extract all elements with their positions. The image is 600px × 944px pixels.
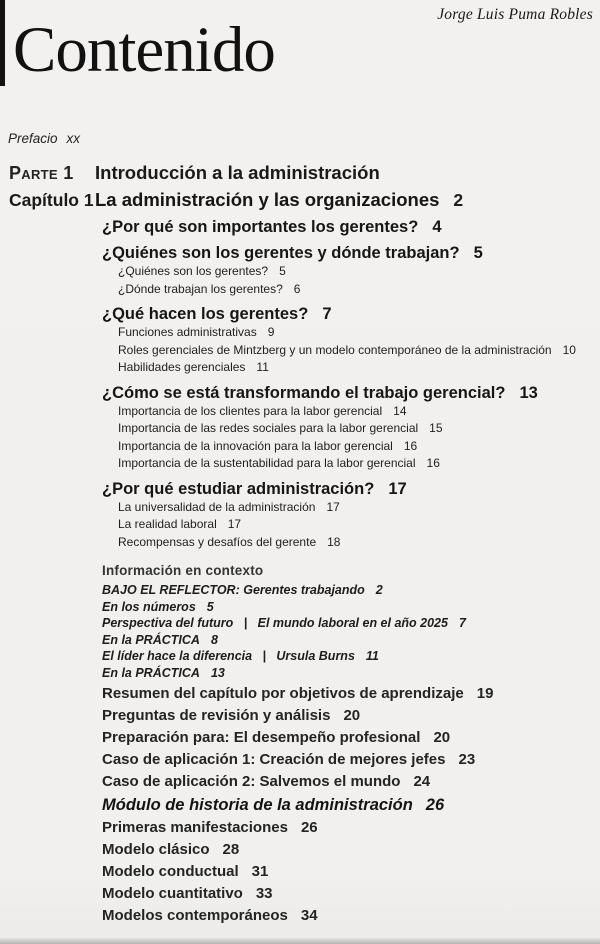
toc-entry-page-number: 9 xyxy=(267,325,275,339)
toc-entry-title: La realidad laboral xyxy=(118,517,217,531)
toc-entry-title: Funciones administrativas xyxy=(118,325,257,339)
toc-entry xyxy=(102,304,600,324)
toc-entry-title: En los números xyxy=(102,599,196,614)
toc-entry-page-number: 5 xyxy=(206,599,214,614)
toc-entry-title: ¿Quiénes son los gerentes y dónde trabajan? xyxy=(102,244,460,262)
toc-entry xyxy=(118,499,600,517)
toc-entry-title: ¿Por qué estudiar administración? xyxy=(102,479,375,498)
toc-entry-page-number: 7 xyxy=(458,616,466,630)
toc-entry xyxy=(118,263,600,281)
toc-entry xyxy=(102,751,600,769)
toc-entry xyxy=(102,582,600,599)
toc-entry-page-number: 24 xyxy=(413,773,431,790)
toc-entry xyxy=(102,479,600,499)
toc-entry xyxy=(102,615,600,632)
toc-entry-title: ¿Quiénes son los gerentes? xyxy=(118,264,269,278)
toc-entry xyxy=(102,243,600,263)
chapter-title: La administración y las organizaciones xyxy=(95,189,440,210)
toc-entry-page-number: 11 xyxy=(365,649,379,663)
toc-entry xyxy=(118,342,600,360)
toc-entry-page-number: 5 xyxy=(279,264,286,278)
toc-entry-title: Preparación para: El desempeño profesional xyxy=(102,729,421,746)
toc-entry xyxy=(102,383,600,403)
part-title: Introducción a la administración xyxy=(95,162,380,183)
toc-entry-title: Modelo cuantitativo xyxy=(102,885,243,902)
part-label: Parte 1 xyxy=(9,163,74,183)
toc-entry xyxy=(102,907,600,925)
title-accent-bar xyxy=(0,0,5,86)
toc-entry-title: El líder hace la diferencia | Ursula Burns xyxy=(102,649,355,663)
toc-entry-title: Roles gerenciales de Mintzberg y un modelo contemporáneo de la administración xyxy=(118,342,552,357)
toc-entry-title: Recompensas y desafíos del gerente xyxy=(118,534,317,549)
chapter-row xyxy=(9,189,600,211)
toc-entry-title: En la PRÁCTICA xyxy=(102,632,200,647)
toc-entry-title: BAJO EL REFLECTOR: Gerentes trabajando xyxy=(102,583,365,597)
toc-entry-title: Caso de aplicación 1: Creación de mejores jefes xyxy=(102,751,446,768)
page-title: Contenido xyxy=(13,14,275,86)
toc-entry-title: En la PRÁCTICA xyxy=(102,665,200,680)
toc-entry-page-number: 20 xyxy=(433,729,451,746)
page-bottom-edge xyxy=(0,938,600,944)
toc-entry xyxy=(118,324,600,342)
toc-entry-page-number: 26 xyxy=(425,796,445,814)
toc-entry-title: Modelo conductual xyxy=(102,863,239,880)
toc-entry-title: Perspectiva del futuro | El mundo laboral en el año 2025 xyxy=(102,616,448,630)
toc-entry xyxy=(102,819,600,837)
toc-entry-title: ¿Qué hacen los gerentes? xyxy=(102,305,309,323)
toc-entry-page-number: 13 xyxy=(210,665,225,680)
toc-entry xyxy=(102,885,600,903)
toc-entry-title: Habilidades gerenciales xyxy=(118,360,246,374)
part-row xyxy=(9,162,600,184)
prefacio-page-number: xx xyxy=(66,131,81,146)
toc-entry xyxy=(102,729,600,747)
toc-entry-page-number: 14 xyxy=(393,403,407,418)
toc-entry xyxy=(102,841,600,859)
toc-entry-page-number: 20 xyxy=(343,707,361,724)
toc-entry xyxy=(102,773,600,791)
toc-entry-title: Importancia de las redes sociales para la labor gerencial xyxy=(118,421,419,435)
toc-entry xyxy=(102,599,600,616)
toc-entry xyxy=(102,648,600,665)
toc-entry-title: Modelo clásico xyxy=(102,841,210,858)
toc-entry-page-number: 16 xyxy=(426,456,440,470)
toc-entry xyxy=(118,420,600,438)
toc-entry-title: La universalidad de la administración xyxy=(118,499,316,514)
toc-entry-title: Información en contexto xyxy=(102,563,264,578)
chapter-page-number: 2 xyxy=(453,190,464,210)
toc-entry xyxy=(102,795,600,815)
toc-entry xyxy=(118,403,600,421)
toc-entry-title: ¿Dónde trabajan los gerentes? xyxy=(118,281,283,296)
toc-entry-page-number: 11 xyxy=(256,360,269,374)
toc-entry xyxy=(102,665,600,682)
toc-entry-page-number: 33 xyxy=(255,885,273,902)
toc-entry-title: ¿Cómo se está transformando el trabajo gerencial? xyxy=(102,383,506,402)
toc-entry-page-number: 17 xyxy=(388,479,407,498)
toc-entry-title: ¿Por qué son importantes los gerentes? xyxy=(102,218,419,236)
toc-entry xyxy=(102,707,600,725)
toc-entry-page-number: 7 xyxy=(322,305,332,323)
author-name: Jorge Luis Puma Robles xyxy=(437,6,593,23)
toc-entry-title: Modelos contemporáneos xyxy=(102,907,288,924)
toc-entry-page-number: 28 xyxy=(222,841,240,858)
toc-entry xyxy=(102,685,600,703)
toc-entry-title: Importancia de los clientes para la labor gerencial xyxy=(118,403,383,418)
toc-entry-title: Importancia de la innovación para la labor gerencial xyxy=(118,438,393,453)
toc-entry-page-number: 26 xyxy=(300,819,318,836)
toc-entry-page-number: 31 xyxy=(251,863,269,880)
toc-entry-page-number: 18 xyxy=(327,534,341,549)
toc-entry xyxy=(102,217,600,237)
toc-entry xyxy=(102,632,600,649)
toc-entry xyxy=(102,863,600,881)
toc-entry-page-number: 15 xyxy=(429,421,443,435)
toc-entry-page-number: 4 xyxy=(432,218,442,236)
prefacio-line xyxy=(8,131,80,146)
toc-entry-page-number: 19 xyxy=(476,685,494,702)
toc-entry-title: Caso de aplicación 2: Salvemos el mundo xyxy=(102,773,401,790)
toc-entry xyxy=(102,562,600,580)
toc-entry-page-number: 17 xyxy=(326,499,340,514)
toc-entry-title: Módulo de historia de la administración xyxy=(102,796,413,814)
toc-entry xyxy=(118,281,600,299)
toc-entry-page-number: 13 xyxy=(519,383,538,402)
toc-entry-page-number: 16 xyxy=(403,438,418,453)
toc-entry-title: Primeras manifestaciones xyxy=(102,819,288,836)
toc-entry-title: Preguntas de revisión y análisis xyxy=(102,707,331,724)
toc-entry-list xyxy=(9,217,600,925)
table-of-contents xyxy=(0,162,600,925)
toc-entry-page-number: 2 xyxy=(375,583,383,597)
toc-entry-page-number: 23 xyxy=(458,751,476,768)
prefacio-label: Prefacio xyxy=(8,131,58,146)
toc-entry-page-number: 8 xyxy=(210,632,218,647)
toc-entry xyxy=(118,359,600,377)
chapter-label: Capítulo 1 xyxy=(9,190,94,210)
toc-entry-title: Importancia de la sustentabilidad para la labor gerencial xyxy=(118,456,416,470)
toc-entry xyxy=(118,534,600,552)
toc-entry-page-number: 17 xyxy=(227,517,242,531)
toc-entry xyxy=(118,438,600,456)
toc-entry xyxy=(118,516,600,534)
toc-entry-page-number: 6 xyxy=(293,281,301,296)
toc-entry-page-number: 34 xyxy=(300,907,318,924)
toc-entry-page-number: 5 xyxy=(473,244,483,262)
toc-entry-title: Resumen del capítulo por objetivos de aprendizaje xyxy=(102,685,464,702)
toc-entry xyxy=(118,455,600,473)
toc-entry-page-number: 10 xyxy=(562,342,576,357)
